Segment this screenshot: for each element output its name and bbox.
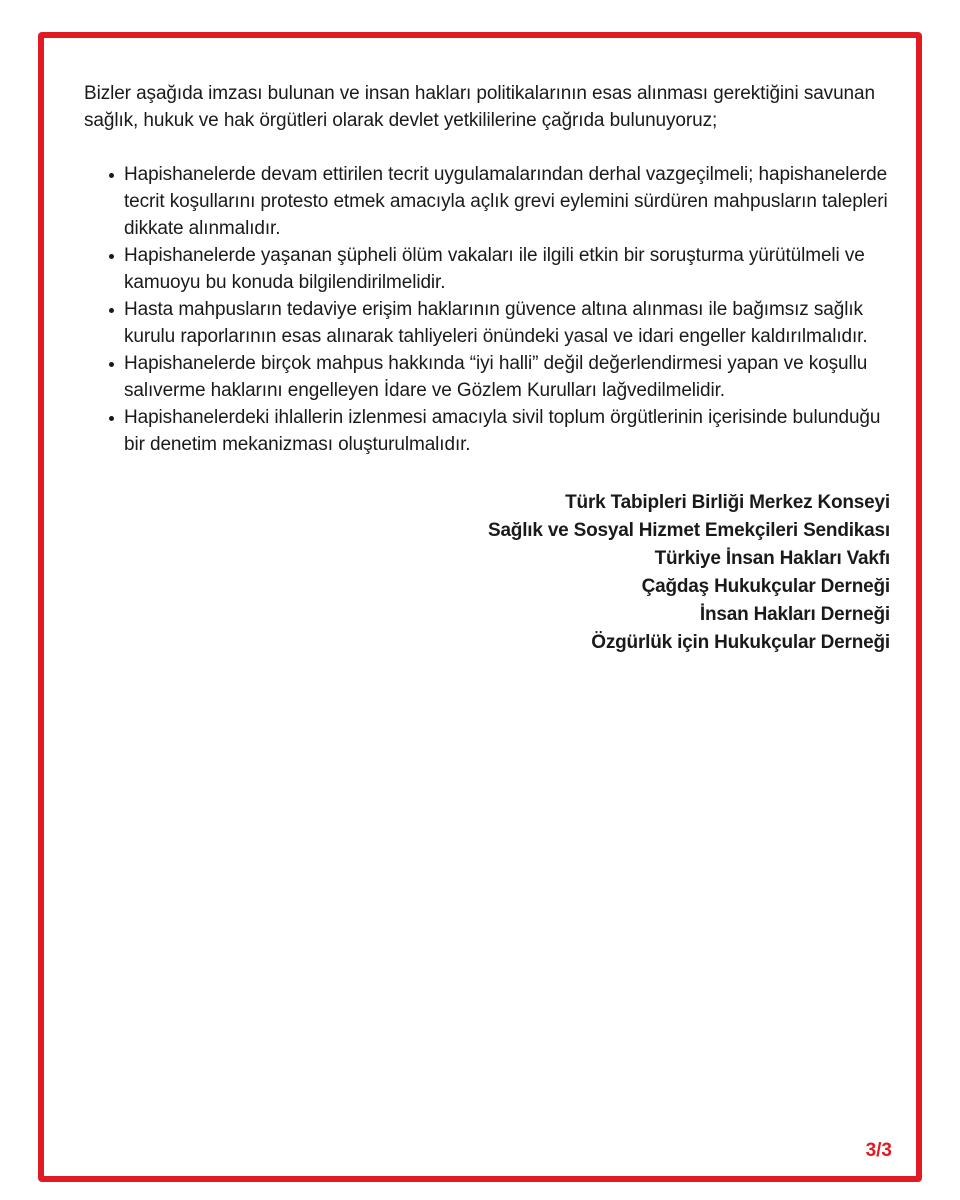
demand-text: Hasta mahpusların tedaviye erişim haklarının güvence altına alınması ile bağımsız sağlık kurulu raporlarının esas alınarak tahliyeleri önündeki yasal ve idari engeller kaldırılmalıdır. (124, 299, 868, 347)
bullet-icon (109, 308, 114, 313)
demand-text: Hapishanelerde devam ettirilen tecrit uygulamalarından derhal vazgeçilmeli; hapishanelerde tecrit koşullarını protesto etmek amacıyla açlık grevi eylemini sürdüren mahpusların talepleri dikkate alınmalıdır. (124, 164, 888, 239)
demand-item (124, 404, 890, 458)
intro-paragraph: Bizler aşağıda imzası bulunan ve insan hakları politikalarının esas alınması gerektiğini savunan sağlık, hukuk ve hak örgütleri olarak devlet yetkililerine çağrıda bulunuyoruz; (84, 83, 875, 131)
demand-item (124, 296, 890, 350)
signatory-name: İnsan Hakları Derneği (699, 604, 890, 625)
page-frame (38, 32, 922, 1182)
page-number: 3/3 (865, 1140, 892, 1161)
bullet-icon (109, 416, 114, 421)
signatory-name: Çağdaş Hukukçular Derneği (641, 576, 890, 597)
bullet-icon (109, 173, 114, 178)
demand-text: Hapishanelerdeki ihlallerin izlenmesi amacıyla sivil toplum örgütlerinin içerisinde bulunduğu bir denetim mekanizması oluşturulmalıdır. (124, 407, 881, 455)
signatories-block (84, 489, 890, 657)
demand-text: Hapishanelerde birçok mahpus hakkında “iyi halli” değil değerlendirmesi yapan ve koşullu salıverme haklarını engelleyen İdare ve Gözlem Kurulları lağvedilmelidir. (124, 353, 868, 401)
demand-item (124, 242, 890, 296)
bullet-icon (109, 254, 114, 259)
demand-text: Hapishanelerde yaşanan şüpheli ölüm vakaları ile ilgili etkin bir soruşturma yürütülmeli ve kamuoyu bu konuda bilgilendirilmelidir. (124, 245, 865, 293)
signatory-name: Özgürlük için Hukukçular Derneği (591, 632, 890, 653)
demand-item (124, 161, 890, 242)
signatory-name: Türk Tabipleri Birliği Merkez Konseyi (565, 492, 890, 513)
demands-list (84, 161, 890, 458)
bullet-icon (109, 362, 114, 367)
signatory-name: Sağlık ve Sosyal Hizmet Emekçileri Sendikası (487, 520, 890, 541)
demand-item (124, 350, 890, 404)
document-body (84, 80, 890, 657)
signatory-name: Türkiye İnsan Hakları Vakfı (654, 548, 890, 569)
